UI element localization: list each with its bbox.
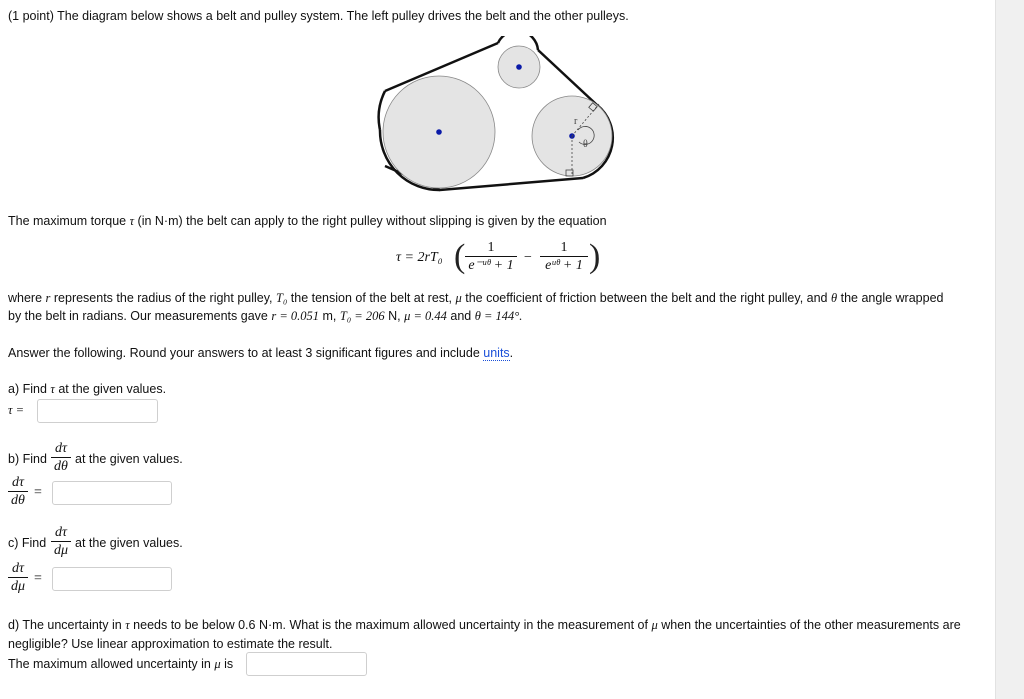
part-d-line-3 (8, 657, 233, 672)
part-b-text: at the given values. (75, 452, 183, 466)
part-c-answer-input[interactable] (52, 567, 172, 591)
desc-text: the coefficient of friction between the belt and the right pulley, and (461, 291, 831, 305)
pulley-diagram (370, 36, 630, 196)
desc-text: m, (319, 309, 340, 323)
part-c-label-denominator: dμ (10, 579, 26, 594)
part-b-numerator: dτ (51, 441, 71, 458)
part-b-denominator: dθ (54, 459, 68, 474)
desc-text: N, (384, 309, 405, 323)
top-pulley-center (516, 64, 522, 70)
fraction-2 (540, 240, 588, 273)
minus-sign: − (524, 250, 532, 265)
equation-lhs: τ = 2rT₀ (396, 250, 443, 265)
theta-label: θ (583, 139, 588, 150)
left-pulley-center (436, 129, 442, 135)
description-line-1 (8, 291, 943, 306)
mu-symbol: μ (455, 291, 462, 305)
part-d-text: d) The uncertainty in (8, 618, 126, 632)
radius-label: r (574, 116, 578, 127)
r-value: r = 0.051 (271, 309, 320, 323)
part-a-prompt (8, 382, 166, 397)
instructions-text: Answer the following. Round your answers to at least 3 significant figures and include (8, 346, 484, 360)
left-paren: ( (454, 238, 466, 275)
right-paren: ) (589, 238, 601, 275)
fraction-1-denominator: e⁻ᵘᶿ + 1 (468, 258, 514, 273)
part-d-text: when the uncertainties of the other measurements are (657, 618, 961, 632)
intro-text: (1 point) The diagram below shows a belt and pulley system. The left pulley drives the belt and the other pulleys. (8, 9, 629, 23)
desc-text: by the belt in radians. Our measurements gave (8, 309, 272, 323)
part-d-line-1 (8, 618, 961, 633)
desc-text: the angle wrapped (837, 291, 944, 305)
part-d-line-2: negligible? Use linear approximation to estimate the result. (8, 637, 333, 651)
instructions-end: . (509, 346, 514, 360)
part-b-text: b) Find (8, 452, 47, 466)
part-c-denominator: dμ (53, 543, 69, 558)
fraction-2-denominator: eᵘᶿ + 1 (545, 258, 583, 273)
desc-text: where (8, 291, 46, 305)
theta-value: θ = 144°. (474, 309, 523, 323)
part-d-answer-input[interactable] (246, 652, 367, 676)
instructions (8, 346, 513, 360)
part-b-label-denominator: dθ (11, 493, 25, 508)
part-b-label-numerator: dτ (8, 475, 28, 492)
units-link[interactable]: units (483, 346, 510, 360)
part-a-answer-input[interactable] (37, 399, 158, 423)
part-a-text: a) Find (8, 382, 51, 396)
desc-text: the tension of the belt at rest, (287, 291, 456, 305)
tau-symbol: τ (129, 214, 135, 228)
part-c-equals: = (34, 571, 42, 586)
t0-symbol: T₀ (276, 291, 288, 305)
mu-symbol: μ (214, 657, 221, 671)
part-b-derivative (51, 441, 71, 474)
part-d-text: needs to be below 0.6 N·m. What is the maximum allowed uncertainty in the measurement of (129, 618, 652, 632)
fraction-1-numerator: 1 (465, 240, 517, 257)
tau-symbol: τ (50, 382, 55, 396)
desc-text: represents the radius of the right pulley, (50, 291, 276, 305)
t0-value: T₀ = 206 (339, 309, 385, 323)
part-a-label: τ = (8, 403, 25, 417)
torque-intro (8, 214, 607, 229)
part-a-text: at the given values. (54, 382, 167, 396)
fraction-1 (465, 240, 517, 273)
part-b-answer-label (8, 475, 28, 508)
part-d-text: is (220, 657, 234, 671)
tau-symbol: τ (125, 618, 130, 632)
mu-value: μ = 0.44 (404, 309, 447, 323)
description-line-2 (8, 309, 522, 324)
part-b-equals: = (34, 485, 42, 500)
part-c-text: c) Find (8, 536, 47, 550)
part-c-answer-label (8, 561, 28, 594)
torque-intro-text-1: The maximum torque (8, 214, 130, 228)
part-c-label-numerator: dτ (8, 561, 28, 578)
part-c-numerator: dτ (51, 525, 71, 542)
part-c-text: at the given values. (75, 536, 183, 550)
part-b-answer-input[interactable] (52, 481, 172, 505)
part-c-derivative (51, 525, 71, 558)
torque-intro-text-2: (in N·m) the belt can apply to the right pulley without slipping is given by the equation (134, 214, 607, 228)
theta-symbol: θ (831, 291, 838, 305)
r-symbol: r (45, 291, 51, 305)
mu-symbol: μ (651, 618, 658, 632)
desc-text: and (446, 309, 475, 323)
part-d-text: The maximum allowed uncertainty in (8, 657, 215, 671)
fraction-2-numerator: 1 (540, 240, 588, 257)
